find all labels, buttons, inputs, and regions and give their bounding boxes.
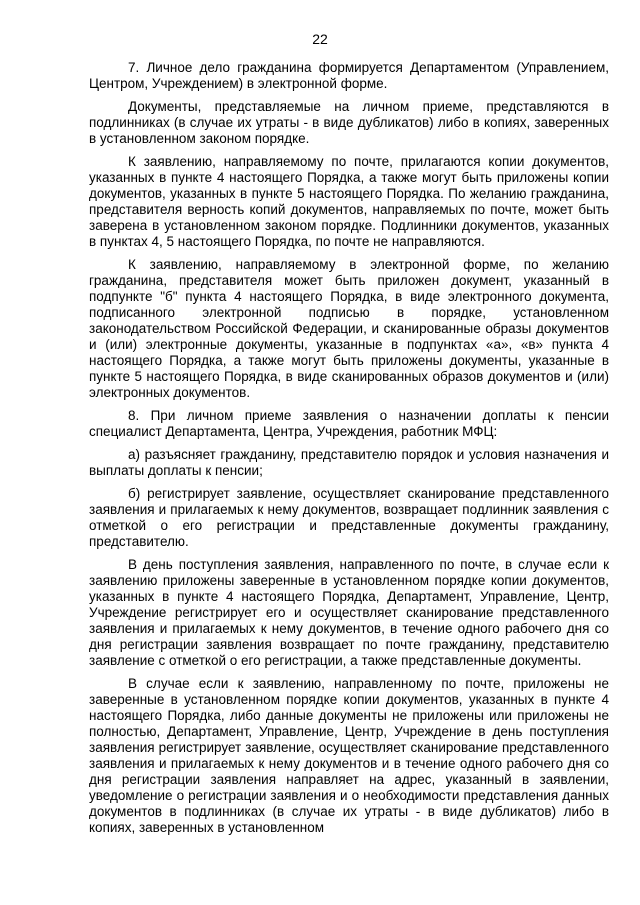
paragraph-documents-in-person: Документы, представляемые на личном приеме, представляются в подлинниках (в случае их утраты - в виде дубликатов) либо в копиях, заверенных в установленном законом порядке. bbox=[89, 99, 609, 146]
paragraph-electronic-application: К заявлению, направляемому в электронной форме, по желанию гражданина, представителя может быть приложен документ, указанный в подпункте "б" пункта 4 настоящего Порядка, в виде электронного документа, подписанного электронной подписью в порядке, установленном законодательством Российской Федерации, и сканированные образы документов и (или) электронные документы, указанные в подпунктах «а», «в» пункта 4 настоящего Порядка, а также могут быть приложены документы, указанные в пункте 5 настоящего Порядка, в виде сканированных образов документов и (или) электронных документов. bbox=[89, 257, 609, 400]
paragraph-mail-incomplete: В случае если к заявлению, направленному по почте, приложены не заверенные в установленном порядке копии документов, указанных в пункте 4 настоящего Порядка, либо данные документы не приложены или приложены не полностью, Департамент, Управление, Центр, Учреждение в день поступления заявления регистрирует заявление, осуществляет сканирование представленного заявления и прилагаемых к нему документов и в течение одного рабочего дня со дня регистрации заявления направляет на адрес, указанный в заявлении, уведомление о регистрации заявления и о необходимости представления данных документов в подлинниках (в случае их утраты - в виде дубликатов) либо в копиях, заверенных в установленном bbox=[89, 676, 609, 835]
paragraph-subitem-a: а) разъясняет гражданину, представителю порядок и условия назначения и выплаты доплаты к пенсии; bbox=[89, 447, 609, 478]
document-body bbox=[89, 60, 609, 843]
paragraph-personal-file: 7. Личное дело гражданина формируется Департаментом (Управлением, Центром, Учреждением) в электронной форме. bbox=[89, 60, 609, 91]
paragraph-personal-reception: 8. При личном приеме заявления о назначении доплаты к пенсии специалист Департамента, Центра, Учреждения, работник МФЦ: bbox=[89, 408, 609, 439]
page-number: 22 bbox=[312, 31, 328, 47]
paragraph-mail-application: К заявлению, направляемому по почте, прилагаются копии документов, указанных в пункте 4 настоящего Порядка, а также могут быть приложены копии документов, указанных в пункте 5 настоящего Порядка. По желанию гражданина, представителя верность копий документов, направляемых по почте, может быть заверена в установленном законом порядке. Подлинники документов, указанных в пунктах 4, 5 настоящего Порядка, по почте не направляются. bbox=[89, 154, 609, 249]
paragraph-mail-receipt-day: В день поступления заявления, направленного по почте, в случае если к заявлению приложены заверенные в установленном порядке копии документов, указанных в пункте 4 настоящего Порядка, Департамент, Управление, Центр, Учреждение регистрирует его и осуществляет сканирование представленного заявления и прилагаемых к нему документов, в течение одного рабочего дня со дня регистрации заявления возвращает по почте гражданину, представителю заявление с отметкой о его регистрации, а также представленные документы. bbox=[89, 557, 609, 668]
paragraph-subitem-b: б) регистрирует заявление, осуществляет сканирование представленного заявления и прилагаемых к нему документов, возвращает подлинник заявления с отметкой о его регистрации и представленные документы гражданину, представителю. bbox=[89, 486, 609, 549]
